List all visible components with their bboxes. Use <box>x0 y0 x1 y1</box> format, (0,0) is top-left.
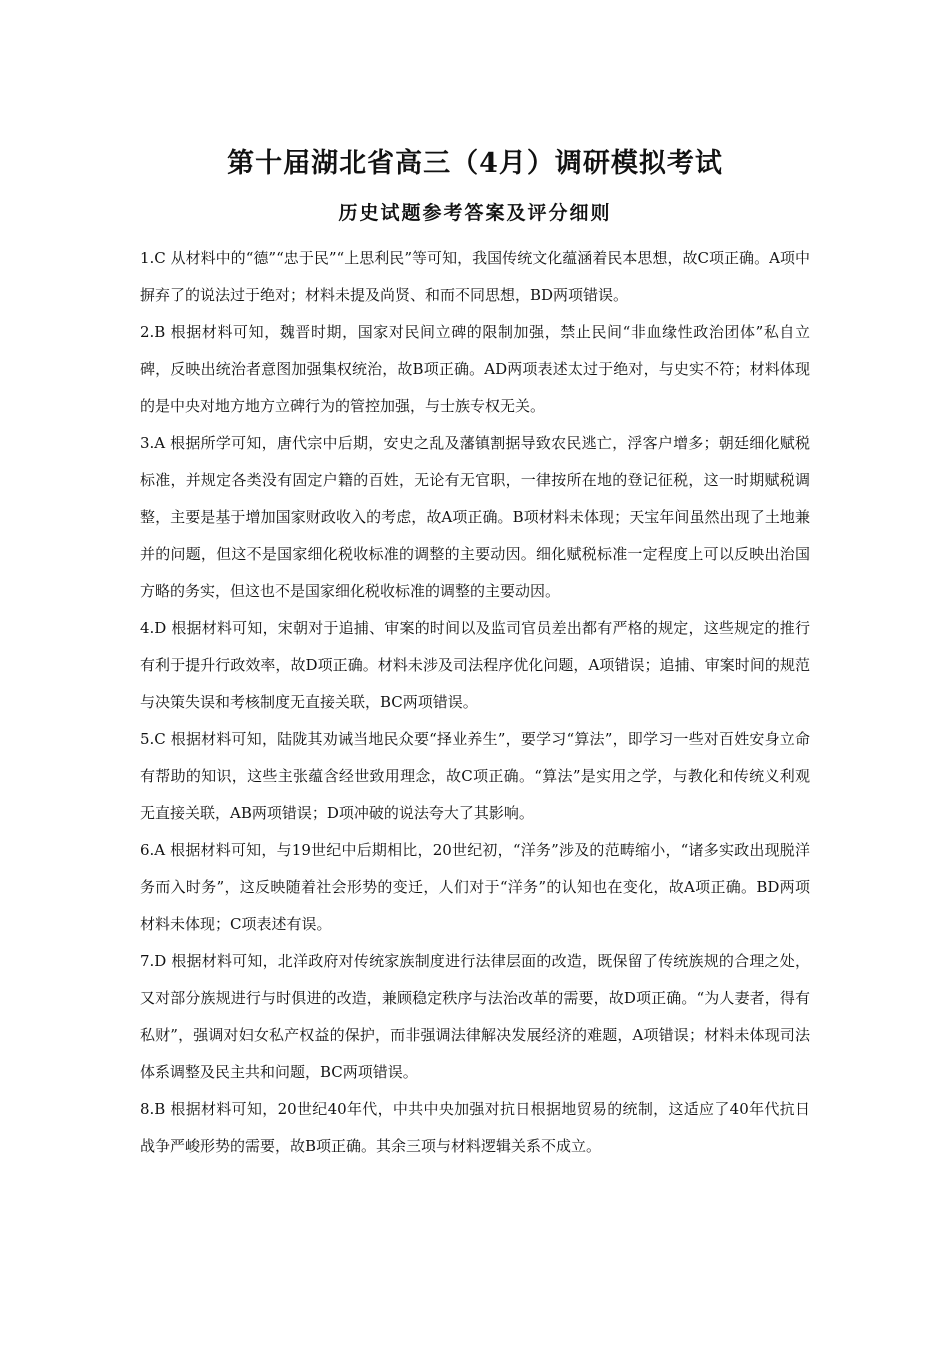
answer-list <box>140 240 810 1165</box>
answer-item-6: 6.A 根据材料可知，与19世纪中后期相比，20世纪初，“洋务”涉及的范畴缩小，“诸多实政出现脱洋务而入时务”，这反映随着社会形势的变迁，人们对于“洋务”的认知也在变化，故A项正确。BD两项材料未体现；C项表述有误。 <box>140 841 810 933</box>
page-title: 第十届湖北省高三（4月）调研模拟考试 <box>227 148 723 179</box>
answer-item-2: 2.B 根据材料可知，魏晋时期，国家对民间立碑的限制加强，禁止民间“非血缘性政治团体”私自立碑，反映出统治者意图加强集权统治，故B项正确。AD两项表述太过于绝对，与史实不符；材料体现的是中央对地方地方立碑行为的管控加强，与士族专权无关。 <box>140 323 810 415</box>
page-subtitle: 历史试题参考答案及评分细则 <box>338 202 612 224</box>
answer-item-1: 1.C 从材料中的“德”“忠于民”“上思利民”等可知，我国传统文化蕴涵着民本思想，故C项正确。A项中摒弃了的说法过于绝对；材料未提及尚贤、和而不同思想，BD两项错误。 <box>140 249 810 304</box>
answer-item-7: 7.D 根据材料可知，北洋政府对传统家族制度进行法律层面的改造，既保留了传统族规的合理之处，又对部分族规进行与时俱进的改造，兼顾稳定秩序与法治改革的需要，故D项正确。“为人妻者，得有私财”，强调对妇女私产权益的保护，而非强调法律解决发展经济的难题，A项错误；材料未体现司法体系调整及民主共和问题，BC两项错误。 <box>140 952 810 1081</box>
answer-item-4: 4.D 根据材料可知，宋朝对于追捕、审案的时间以及监司官员差出都有严格的规定，这些规定的推行有利于提升行政效率，故D项正确。材料未涉及司法程序优化问题，A项错误；追捕、审案时间的规范与决策失误和考核制度无直接关联，BC两项错误。 <box>140 619 810 711</box>
answer-item-8: 8.B 根据材料可知，20世纪40年代，中共中央加强对抗日根据地贸易的统制，这适应了40年代抗日战争严峻形势的需要，故B项正确。其余三项与材料逻辑关系不成立。 <box>140 1100 810 1155</box>
answer-item-3: 3.A 根据所学可知，唐代宗中后期，安史之乱及藩镇割据导致农民逃亡，浮客户增多；朝廷细化赋税标准，并规定各类没有固定户籍的百姓，无论有无官职，一律按所在地的登记征税，这一时期赋税调整，主要是基于增加国家财政收入的考虑，故A项正确。B项材料未体现；天宝年间虽然出现了土地兼并的问题，但这不是国家细化税收标准的调整的主要动因。细化赋税标准一定程度上可以反映出治国方略的务实，但这也不是国家细化税收标准的调整的主要动因。 <box>140 434 810 600</box>
answer-item-5: 5.C 根据材料可知，陆陇其劝诫当地民众要“择业养生”，要学习“算法”，即学习一些对百姓安身立命有帮助的知识，这些主张蕴含经世致用理念，故C项正确。“算法”是实用之学，与教化和传统义利观无直接关联，AB两项错误；D项冲破的说法夸大了其影响。 <box>140 730 810 822</box>
